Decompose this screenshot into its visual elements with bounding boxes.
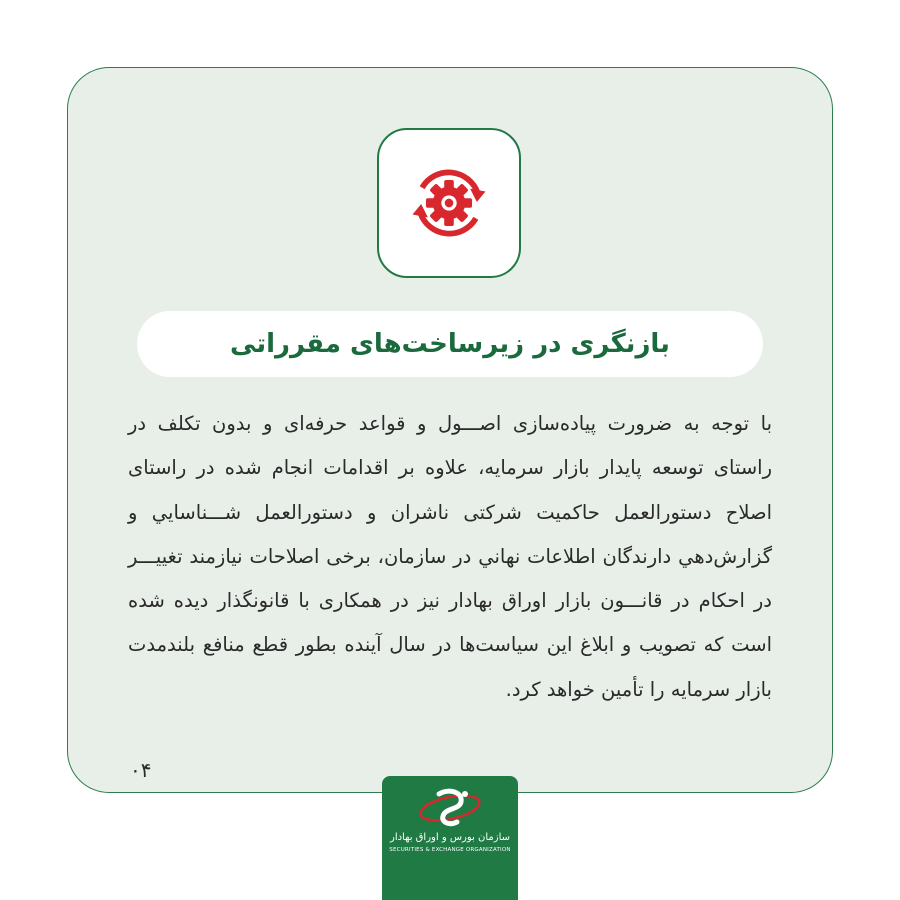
icon-box xyxy=(377,128,521,278)
page-number: ۰۴ xyxy=(130,758,152,782)
body-paragraph: با توجه به ضرورت پیاده‌سازی اصـــول و قواعد حرفه‌ای و بدون تکلف در راستای توسعه پایدار بازار سرمایه، علاوه بر اقدامات انجام شده در راستای اصلاح دستورالعمل حاکمیت شرکتی ناشران و دستورالعمل شـــناسایي و گزارش‌دهي دارندگان اطلاعات نهاني در سازمان، برخی اصلاحات نیازمند تغییـــر در احکام در قانـــون بازار اوراق بهادار نیز در همکاری با قانونگذار دیده شده است که تصویب و ابلاغ این سیاست‌ها در سال آینده بطور قطع منافع بلندمدت بازار سرمایه را تأمین خواهد کرد. xyxy=(128,412,772,701)
gear-refresh-icon xyxy=(401,155,497,251)
logo-name-fa: سازمان بورس و اوراق بهادار xyxy=(389,832,510,843)
logo-emblem-icon xyxy=(415,786,485,830)
card-title: بازنگری در زیرساخت‌های مقرراتی xyxy=(230,329,670,359)
logo-name-en: SECURITIES & EXCHANGE ORGANIZATION xyxy=(389,847,511,853)
title-pill xyxy=(137,311,763,377)
organization-logo xyxy=(382,776,518,900)
